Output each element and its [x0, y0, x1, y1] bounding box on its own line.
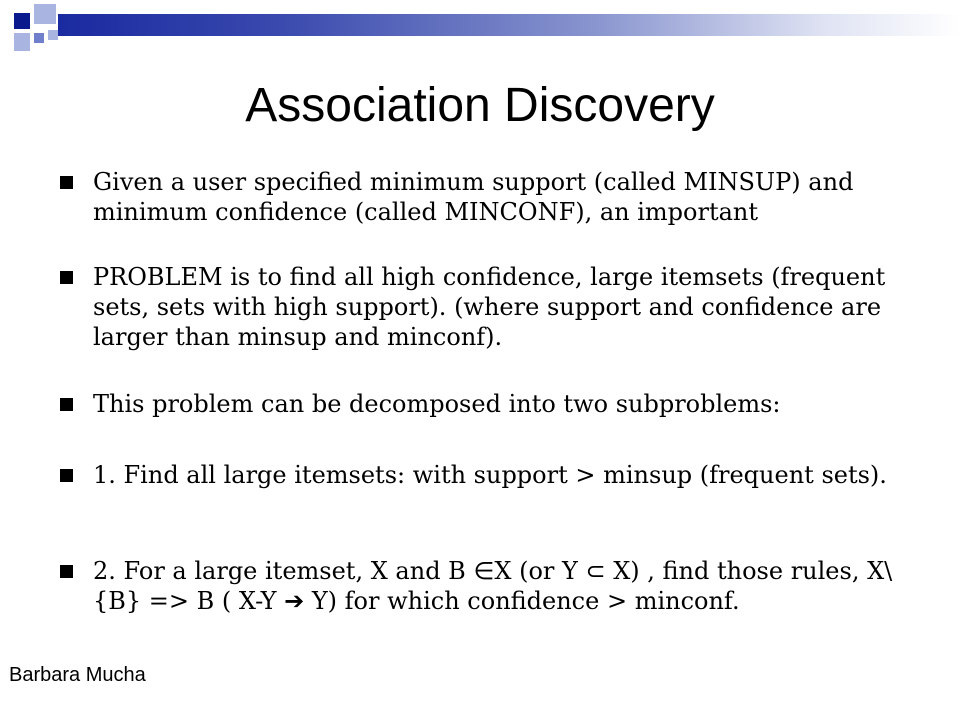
bullet-text: 1. Find all large itemsets: with support > minsup (frequent sets).	[93, 461, 887, 489]
bullet-square-icon	[60, 176, 73, 189]
arrow-right-icon: ➔	[284, 587, 305, 615]
bullet-text	[93, 556, 913, 616]
bullet-square-icon	[60, 398, 73, 411]
bullet-text-part: X) , find those rules, X\{B} => B ( X-Y	[93, 557, 893, 615]
bullet-square-icon	[60, 271, 73, 284]
bullet-text-part: X (or Y	[494, 557, 586, 585]
subset-icon: ⊂	[585, 557, 606, 585]
bullet-square-icon	[60, 469, 73, 482]
bullet-text-part: Y) for which confidence > minconf.	[304, 587, 740, 615]
bullet-square-icon	[60, 565, 73, 578]
element-of-icon: ∈	[473, 557, 495, 585]
bullet-text: PROBLEM is to find all high confidence, large itemsets (frequent sets, sets with high support). (where support and confidence are larger than minsup and minconf).	[93, 263, 886, 351]
slide-title: Association Discovery	[245, 79, 715, 132]
author-footer: Barbara Mucha	[9, 664, 146, 686]
bullet-text-part: 2. For a large itemset, X and B	[93, 557, 474, 585]
bullet-text: Given a user specified minimum support (called MINSUP) and minimum confidence (called MINCONF), an important	[93, 168, 854, 226]
bullet-text: This problem can be decomposed into two subproblems:	[93, 390, 781, 418]
